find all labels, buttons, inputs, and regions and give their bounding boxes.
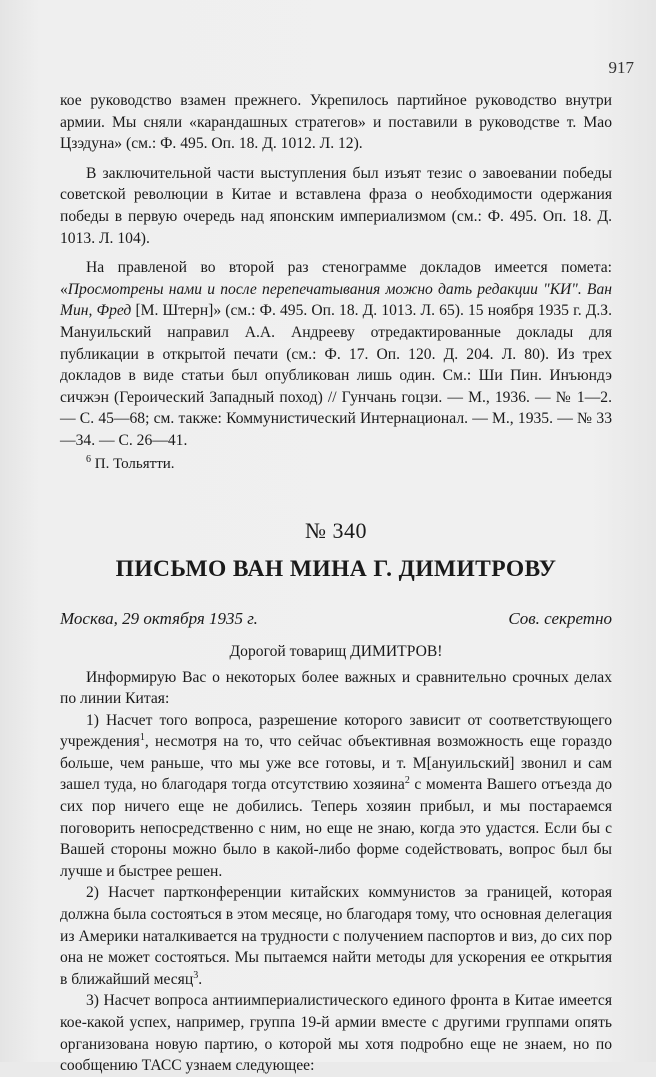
item1-text-a: 1) Насчет того вопроса, разрешение которого зависит от соответствующего учреждения — [60, 711, 612, 751]
footnote-text: П. Тольятти. — [91, 455, 175, 472]
p3-italic-quote: Просмотрены нами и после перепечатывания можно дать редакции "КИ". Ван Мин, Фред — [60, 280, 612, 320]
intro-paragraph-1: кое руководство взамен прежнего. Укрепилось партийное руководство внутри армии. Мы сняли «карандашных стратегов» и поставили в руководстве т. Мао Цзэдуна» (см.: Ф. 495. Оп. 18. Д. 1012. Л. 12). — [60, 92, 612, 153]
classification: Сов. секретно — [508, 608, 612, 628]
footnote-ref-2: 2 — [404, 775, 410, 787]
place-date: Москва, 29 октября 1935 г. — [60, 608, 258, 628]
intro-paragraph-3 — [60, 257, 612, 451]
footnote-mark: 6 — [86, 453, 91, 465]
p3-start: На правленой во второй раз стенограмме докладов имеется помета: « — [60, 259, 612, 298]
page-content — [60, 90, 612, 1077]
letter-item-1 — [60, 710, 612, 883]
footnote-ref-3: 3 — [193, 969, 199, 981]
document-number: № 340 — [305, 517, 367, 543]
item2-text-a: 2) Насчет партконференции китайских коммунистов за границей, которая должна была состояться в этом месяце, но благодаря тому, что основная делегация из Америки наталкивается на трудности с получением паспортов и виз, до сих пор она не может состояться. Мы пытаемся найти методы для ускорения ее открытия в ближайший месяц — [60, 884, 612, 988]
salutation: Дорогой товарищ ДИМИТРОВ! — [229, 642, 443, 660]
intro-paragraph-2: В заключительной части выступления был изъят тезис о завоевании победы советской революции в Китае и вставлена фраза о необходимости одержания победы в первую очередь над японским империализмом (см.: Ф. 495. Оп. 18. Д. 1013. Л. 104). — [60, 164, 612, 247]
letter-item-3: 3) Насчет вопроса антиимпериалистического единого фронта в Китае имеется кое-какой успех, например, группа 19-й армии вместе с другими группами опять организована новую партию, о которой мы хотя подробно еще не знаем, но по сообщению ТАСС узнаем следующее: — [60, 992, 612, 1075]
footnote-ref-1: 1 — [139, 732, 145, 744]
footnote — [60, 454, 612, 474]
letter-intro: Информирую Вас о некоторых более важных и сравнительно срочных делах по линии Китая: — [60, 668, 612, 708]
letter-item-2 — [60, 882, 612, 990]
document-meta — [60, 609, 612, 629]
item1-text-c: с момента Вашего отъезда до сих пор ничего еще не добились. Теперь хозяин прибыл, и мы постараемся поговорить непосредственно с ним, но еще не знаю, когда это удастся. Если бы с Вашей стороны можно было в какой-либо форме содействовать, вопрос был бы лучше и быстрее решен. — [60, 776, 612, 880]
p3-end: [М. Штерн]» (см.: Ф. 495. Оп. 18. Д. 1013. Л. 65). 15 ноября 1935 г. Д.З. Мануильский направил А.А. Андрееву отредактированные доклады для публикации в открытой печати (см.: Ф. 17. Оп. 120. Д. 204. Л. 80). Из трех докладов в виде статьи был опубликован лишь один. См.: Ши Пин. Инъюндэ сичжэн (Героический Западный поход) // Гунчань гоцзи. — М., 1936. — № 1—2. — С. 45—68; см. также: Коммунистический Интернационал. — М., 1935. — № 33—34. — С. 26—41. — [60, 302, 613, 449]
item2-text-b: . — [198, 970, 203, 988]
item1-text-b: , несмотря на то, что сейчас объективная возможность еще гораздо больше, чем раньше, что мы уже все готовы, и т. М[ануильский] звонил и сам зашел туда, но благодаря тогда отсутствию хозяина — [60, 733, 612, 794]
document-title: ПИСЬМО ВАН МИНА Г. ДИМИТРОВУ — [115, 555, 557, 582]
page-number: 917 — [608, 58, 634, 77]
